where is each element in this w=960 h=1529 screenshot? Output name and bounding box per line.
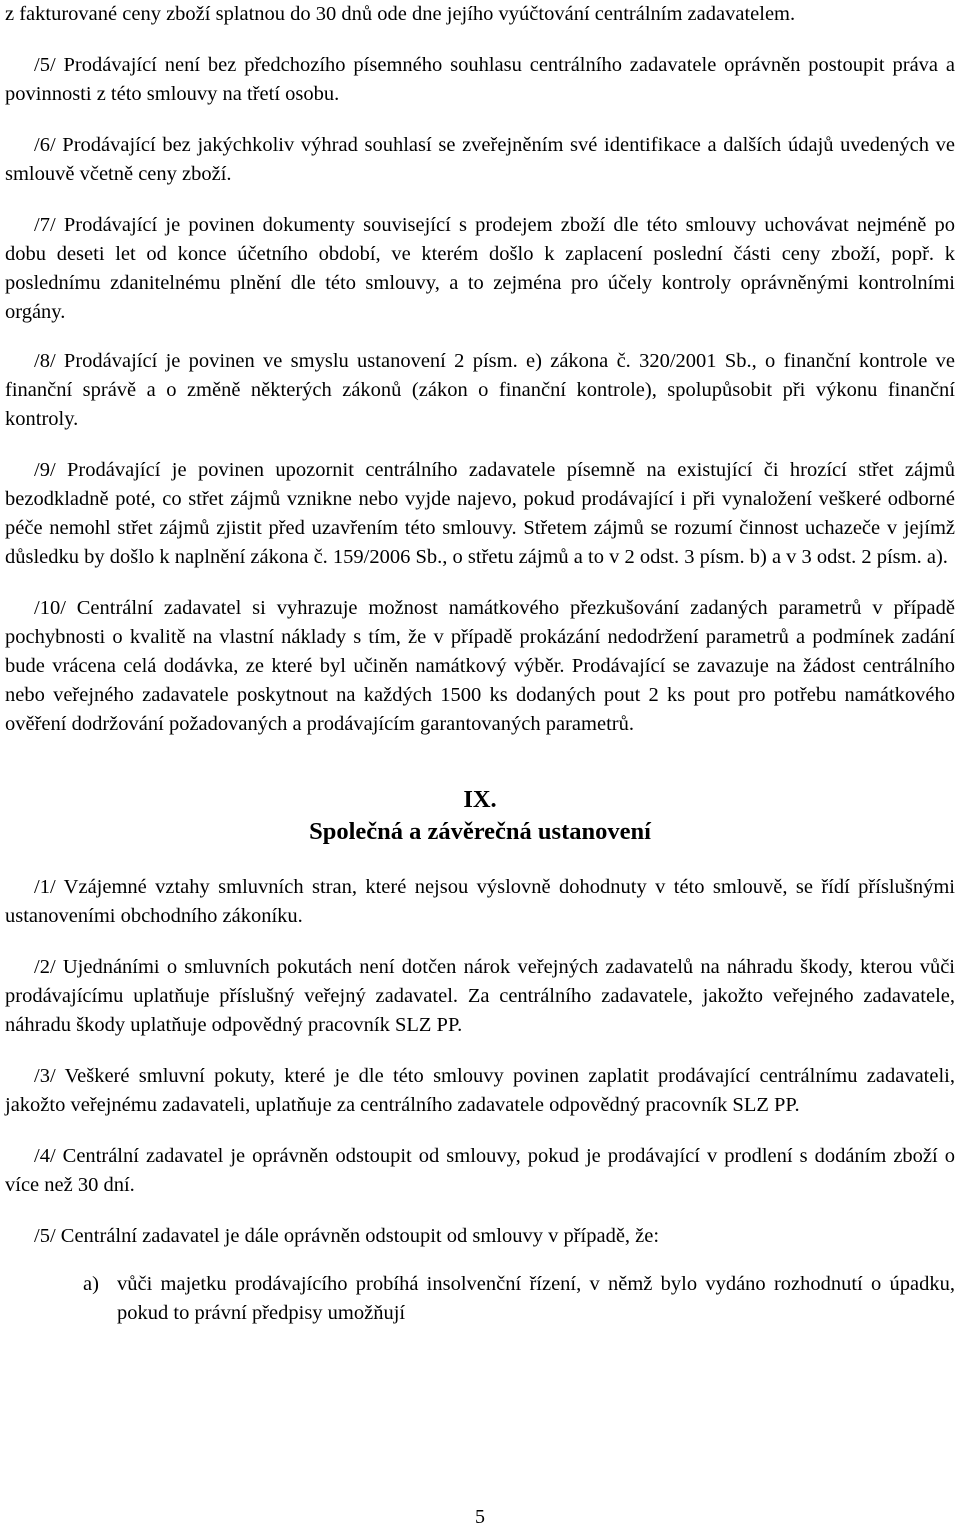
clause-3: /3/ Veškeré smluvní pokuty, které je dle této smlouvy povinen zaplatit prodávající centrálnímu zadavateli, jakožto veřejnému zadavateli, uplatňuje za centrálního zadavatele odpovědný pracovník SLZ PP. — [5, 1065, 955, 1116]
paragraph-7: /7/ Prodávající je povinen dokumenty související s prodejem zboží dle této smlouvy uchovávat nejméně po dobu deseti let od konce účetního období, ve kterém došlo k zaplacení poslední části ceny zboží, popř. k poslednímu zdanitelnému plnění dle této smlouvy, a to zejména pro účely kontroly oprávněnými kontrolními orgány. — [5, 214, 955, 323]
section-heading — [5, 785, 955, 849]
list-item-a — [5, 1270, 955, 1328]
clause-1: /1/ Vzájemné vztahy smluvních stran, které nejsou výslovně dohodnuty v této smlouvě, se řídí příslušnými ustanoveními obchodního zákoníku. — [5, 876, 955, 927]
paragraph-6: /6/ Prodávající bez jakýchkoliv výhrad souhlasí se zveřejněním své identifikace a dalších údajů uvedených ve smlouvě včetně ceny zboží. — [5, 134, 955, 185]
clause-4: /4/ Centrální zadavatel je oprávněn odstoupit od smlouvy, pokud je prodávající v prodlení s dodáním zboží o více než 30 dní. — [5, 1145, 955, 1196]
paragraph-8: /8/ Prodávající je povinen ve smyslu ustanovení 2 písm. e) zákona č. 320/2001 Sb., o finanční kontrole ve finanční správě a o změně některých zákonů (zákon o finanční kontrole), spolupůsobit při výkonu finanční kontroly. — [5, 350, 955, 430]
paragraph-9: /9/ Prodávající je povinen upozornit centrálního zadavatele písemně na existující či hrozící střet zájmů bezodkladně poté, co střet zájmů vznikne nebo vyjde najevo, pokud prodávající i při vynaložení veškeré odborné péče nemohl střet zájmů zjistit před uzavřením této smlouvy. Střetem zájmů se rozumí činnost uchazeče v jejímž důsledku by došlo k naplnění zákona č. 159/2006 Sb., o střetu zájmů a to v 2 odst. 3 písm. b) a v 3 odst. 2 písm. a). — [5, 459, 955, 568]
list-marker: a) — [83, 1273, 99, 1295]
clause-2: /2/ Ujednáními o smluvních pokutách není dotčen nárok veřejných zadavatelů na náhradu škody, kterou vůči prodávajícímu uplatňuje příslušný veřejný zadavatel. Za centrálního zadavatele, jakožto veřejného zadavatele, náhradu škody uplatňuje odpovědný pracovník SLZ PP. — [5, 956, 955, 1036]
document-page — [5, 0, 955, 1328]
paragraph-5: /5/ Prodávající není bez předchozího písemného souhlasu centrálního zadavatele oprávněn postoupit práva a povinnosti z této smlouvy na třetí osobu. — [5, 54, 955, 105]
page-number: 5 — [475, 1506, 485, 1528]
clause-5: /5/ Centrální zadavatel je dále oprávněn odstoupit od smlouvy v případě, že: — [34, 1225, 660, 1247]
paragraph-10: /10/ Centrální zadavatel si vyhrazuje možnost namátkového přezkušování zadaných parametrů v případě pochybnosti o kvalitě na vlastní náklady s tím, že v případě prokázání nedodržení parametrů a podmínek zadání bude vrácena celá dodávka, ze které byl učiněn namátkový výběr. Prodávající se zavazuje na žádost centrálního nebo veřejného zadavatele poskytnout na každých 1500 ks dodaných pout 2 ks pout pro potřebu namátkového ověření dodržování požadovaných a prodávajícím garantovaných parametrů. — [5, 597, 955, 735]
section-title: Společná a závěrečná ustanovení — [309, 818, 651, 845]
paragraph-continuation: z fakturované ceny zboží splatnou do 30 dnů ode dne jejího vyúčtování centrálním zadavatelem. — [5, 3, 796, 25]
list-item-text: vůči majetku prodávajícího probíhá insolvenční řízení, v němž bylo vydáno rozhodnutí o úpadku, pokud to právní předpisy umožňují — [117, 1273, 955, 1324]
section-number: IX. — [463, 786, 497, 813]
